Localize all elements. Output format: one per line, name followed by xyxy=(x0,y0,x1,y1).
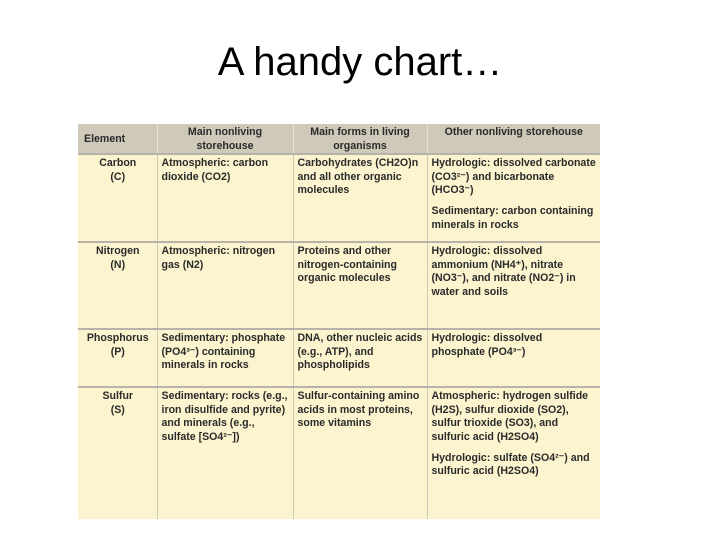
element-symbol: (S) xyxy=(110,403,125,416)
other-nonliving-cell xyxy=(427,154,600,242)
nutrient-cycles-table xyxy=(78,124,600,519)
other-nonliving-cell xyxy=(427,242,600,329)
main-nonliving-cell: Sedimentary: phosphate (PO4³⁻) containing minerals in rocks xyxy=(157,329,293,387)
table-row xyxy=(78,242,600,329)
column-header-living-forms: Main forms in living organisms xyxy=(293,124,427,154)
table-header-row xyxy=(78,124,600,154)
other-nonliving-cell xyxy=(427,387,600,519)
element-cell xyxy=(78,387,157,519)
slide-title: A handy chart… xyxy=(217,40,503,84)
element-symbol: (N) xyxy=(110,258,126,271)
column-header-other-nonliving: Other nonliving storehouse xyxy=(427,124,600,154)
element-name: Sulfur xyxy=(102,390,134,403)
other-nonliving-entry: Hydrologic: dissolved phosphate (PO4³⁻) xyxy=(431,332,543,358)
element-symbol: (P) xyxy=(110,345,125,358)
chart-table xyxy=(78,124,600,519)
table-row xyxy=(78,387,600,519)
other-nonliving-entry: Hydrologic: dissolved carbonate (CO3²⁻) and bicarbonate (HCO3⁻) xyxy=(431,157,596,197)
table-row xyxy=(78,154,600,242)
other-nonliving-entry: Sedimentary: carbon containing minerals in rocks xyxy=(431,204,594,231)
element-cell xyxy=(78,329,157,387)
living-forms-cell: Proteins and other nitrogen-containing organic molecules xyxy=(293,242,427,329)
element-name: Phosphorus xyxy=(86,332,149,345)
other-nonliving-entry: Hydrologic: dissolved ammonium (NH4⁺), nitrate (NO3⁻), and nitrate (NO2⁻) in water and soils xyxy=(431,245,576,298)
living-forms-cell: Sulfur-containing amino acids in most proteins, some vitamins xyxy=(293,387,427,519)
element-name: Carbon xyxy=(99,157,137,170)
column-header-main-nonliving: Main nonliving storehouse xyxy=(157,124,293,154)
other-nonliving-entry: Atmospheric: hydrogen sulfide (H2S), sulfur dioxide (SO2), sulfur trioxide (SO3), and sulfuric acid (H2SO4) xyxy=(431,390,589,443)
other-nonliving-cell xyxy=(427,329,600,387)
element-cell xyxy=(78,154,157,242)
other-nonliving-entry: Hydrologic: sulfate (SO4²⁻) and sulfuric acid (H2SO4) xyxy=(431,451,590,478)
main-nonliving-cell: Atmospheric: carbon dioxide (CO2) xyxy=(157,154,293,242)
main-nonliving-cell: Sedimentary: rocks (e.g., iron disulfide and pyrite) and minerals (e.g., sulfate [SO4²⁻]) xyxy=(157,387,293,519)
column-header-element: Element xyxy=(78,124,157,154)
element-name: Nitrogen xyxy=(95,245,140,258)
table-row xyxy=(78,329,600,387)
element-cell xyxy=(78,242,157,329)
element-symbol: (C) xyxy=(110,170,126,183)
living-forms-cell: Carbohydrates (CH2O)n and all other organic molecules xyxy=(293,154,427,242)
main-nonliving-cell: Atmospheric: nitrogen gas (N2) xyxy=(157,242,293,329)
living-forms-cell: DNA, other nucleic acids (e.g., ATP), and phospholipids xyxy=(293,329,427,387)
